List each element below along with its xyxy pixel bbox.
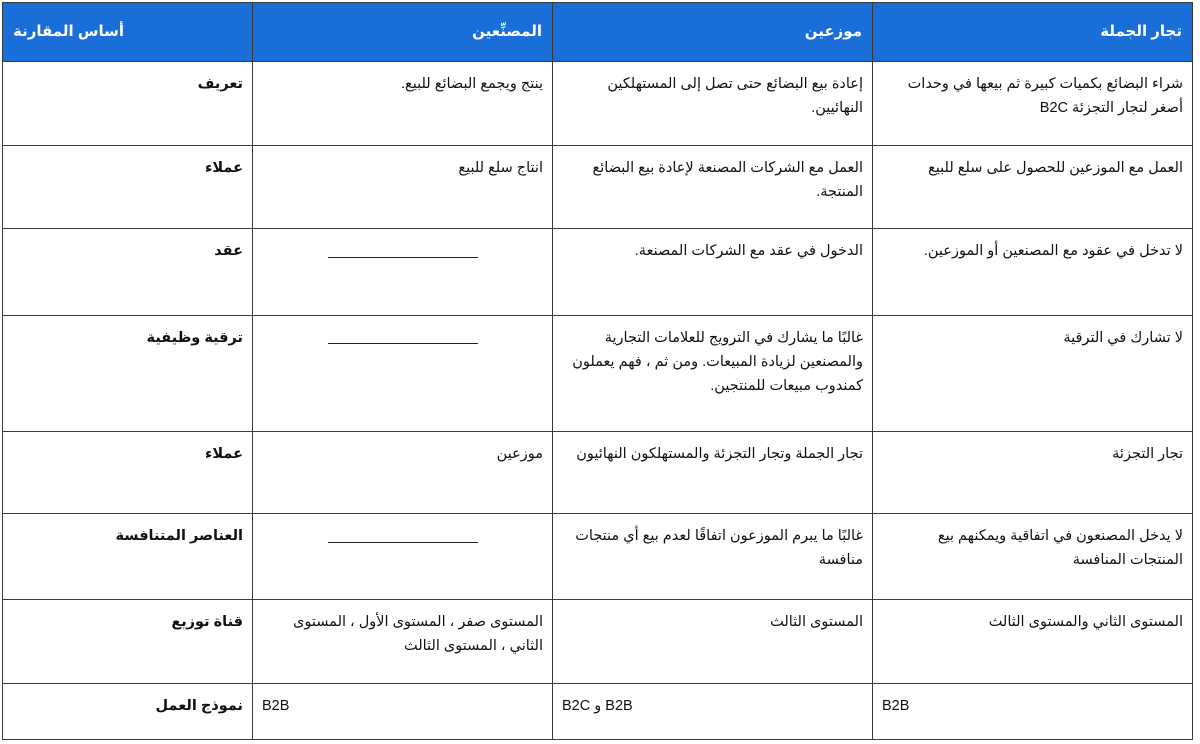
row-label: عملاء <box>3 146 253 229</box>
table-row <box>3 684 1193 740</box>
cell-wholesalers: المستوى الثاني والمستوى الثالث <box>873 600 1193 684</box>
cell-manufacturers: B2B <box>253 684 553 740</box>
row-label: قناة توزيع <box>3 600 253 684</box>
cell-manufacturers: ينتج ويجمع البضائع للبيع. <box>253 62 553 146</box>
cell-wholesalers: لا تدخل في عقود مع المصنعين أو الموزعين. <box>873 229 1193 315</box>
cell-wholesalers: لا تشارك في الترقية <box>873 315 1193 431</box>
cell-manufacturers: المستوى صفر ، المستوى الأول ، المستوى الثاني ، المستوى الثالث <box>253 600 553 684</box>
cell-wholesalers: العمل مع الموزعين للحصول على سلع للبيع <box>873 146 1193 229</box>
header-wholesalers: تجار الجملة <box>873 3 1193 62</box>
table-row <box>3 62 1193 146</box>
dash-line <box>328 257 478 258</box>
cell-manufacturers-empty <box>253 229 553 315</box>
comparison-table <box>2 2 1193 740</box>
header-basis: أساس المقارنة <box>3 3 253 62</box>
row-label: تعريف <box>3 62 253 146</box>
table-row <box>3 315 1193 431</box>
dash-line <box>328 542 478 543</box>
cell-distributors: المستوى الثالث <box>553 600 873 684</box>
row-label: ترقية وظيفية <box>3 315 253 431</box>
cell-wholesalers: شراء البضائع بكميات كبيرة ثم بيعها في وحدات أصغر لتجار التجزئة B2C <box>873 62 1193 146</box>
row-label: نموذج العمل <box>3 684 253 740</box>
row-label: عملاء <box>3 431 253 513</box>
cell-distributors: الدخول في عقد مع الشركات المصنعة. <box>553 229 873 315</box>
dash-line <box>328 343 478 344</box>
table-row <box>3 431 1193 513</box>
table-row <box>3 146 1193 229</box>
cell-wholesalers: B2B <box>873 684 1193 740</box>
cell-distributors: B2C و B2B <box>553 684 873 740</box>
cell-distributors: إعادة بيع البضائع حتى تصل إلى المستهلكين النهائيين. <box>553 62 873 146</box>
cell-manufacturers: انتاج سلع للبيع <box>253 146 553 229</box>
header-distributors: موزعين <box>553 3 873 62</box>
table-row <box>3 600 1193 684</box>
cell-wholesalers: تجار التجزئة <box>873 431 1193 513</box>
cell-distributors: غالبًا ما يبرم الموزعون اتفاقًا لعدم بيع أي منتجات منافسة <box>553 513 873 599</box>
header-manufacturers: المصنِّعين <box>253 3 553 62</box>
table-row <box>3 229 1193 315</box>
cell-wholesalers: لا يدخل المصنعون في اتفاقية ويمكنهم بيع المنتجات المنافسة <box>873 513 1193 599</box>
table-row <box>3 513 1193 599</box>
cell-manufacturers-empty <box>253 315 553 431</box>
cell-distributors: العمل مع الشركات المصنعة لإعادة بيع البضائع المنتجة. <box>553 146 873 229</box>
cell-distributors: غالبًا ما يشارك في الترويج للعلامات التجارية والمصنعين لزيادة المبيعات. ومن ثم ، فهم يعملون كمندوب مبيعات للمنتجين. <box>553 315 873 431</box>
cell-manufacturers: موزعين <box>253 431 553 513</box>
row-label: العناصر المتنافسة <box>3 513 253 599</box>
cell-manufacturers-empty <box>253 513 553 599</box>
cell-distributors: تجار الجملة وتجار التجزئة والمستهلكون النهائيون <box>553 431 873 513</box>
row-label: عقد <box>3 229 253 315</box>
header-row <box>3 3 1193 62</box>
